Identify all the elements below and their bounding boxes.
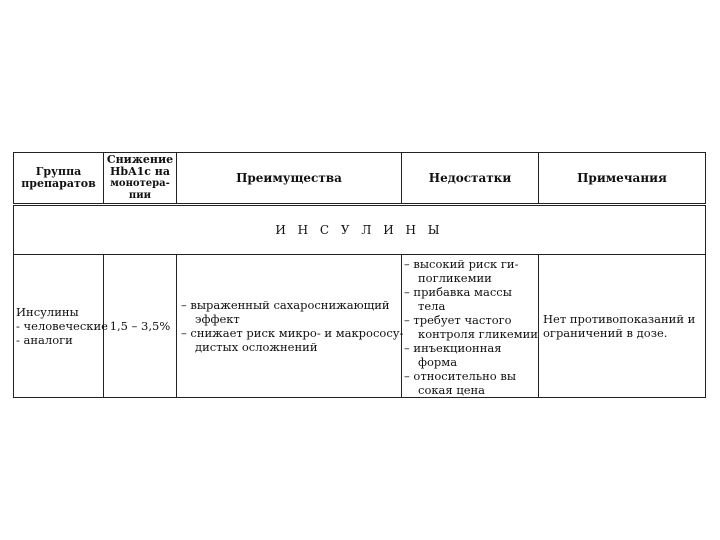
- advantage-line: эффект: [195, 312, 240, 326]
- drug-table: [13, 152, 705, 398]
- disadvantage-line: – высокий риск ги-: [404, 257, 519, 271]
- group-line: Инсулины: [16, 305, 79, 319]
- disadvantage-line: – требует частого: [404, 313, 512, 327]
- advantage-line: – снижает риск микро- и макрососу-: [181, 326, 404, 340]
- cell-disadvantages: [402, 255, 539, 398]
- disadvantage-line: контроля гликемии: [418, 327, 538, 341]
- header-hba1c: [104, 153, 177, 205]
- disadvantage-line: – инъекционная: [404, 341, 502, 355]
- cell-group: [14, 255, 108, 398]
- disadvantage-line: форма: [418, 355, 458, 369]
- section-row: [14, 205, 706, 255]
- disadvantage-line: – прибавка массы: [404, 285, 512, 299]
- cell-advantages: [177, 255, 402, 398]
- header-group-line: препаратов: [21, 177, 96, 190]
- cell-notes: [539, 255, 706, 398]
- table-row: [14, 255, 706, 398]
- header-group: [14, 153, 104, 205]
- disadvantage-line: – относительно вы: [404, 369, 516, 383]
- header-hba1c-line: HbA1c на: [110, 165, 170, 178]
- notes-line: Нет противопоказаний и: [543, 312, 696, 326]
- section-title: И Н С У Л И Н Ы: [14, 205, 706, 255]
- advantage-line: – выраженный сахароснижающий: [181, 298, 390, 312]
- disadvantage-line: тела: [418, 299, 446, 313]
- header-hba1c-line: монотера-: [110, 178, 170, 189]
- header-notes: Примечания: [539, 153, 706, 205]
- header-hba1c-line: Снижение: [106, 153, 174, 166]
- header-disadvantages: Недостатки: [402, 153, 539, 205]
- group-line: - человеческие: [16, 319, 108, 333]
- advantage-line: дистых осложнений: [195, 340, 318, 354]
- group-line: - аналоги: [16, 333, 73, 347]
- header-advantages: Преимущества: [177, 153, 402, 205]
- cell-hba1c: 1,5 – 3,5%: [104, 255, 177, 398]
- table-header-row: [14, 153, 706, 205]
- header-group-line: Группа: [35, 165, 82, 178]
- notes-line: ограничений в дозе.: [543, 326, 668, 340]
- header-hba1c-line: пии: [128, 190, 152, 201]
- disadvantage-line: сокая цена: [418, 383, 486, 397]
- disadvantage-line: погликемии: [418, 271, 492, 285]
